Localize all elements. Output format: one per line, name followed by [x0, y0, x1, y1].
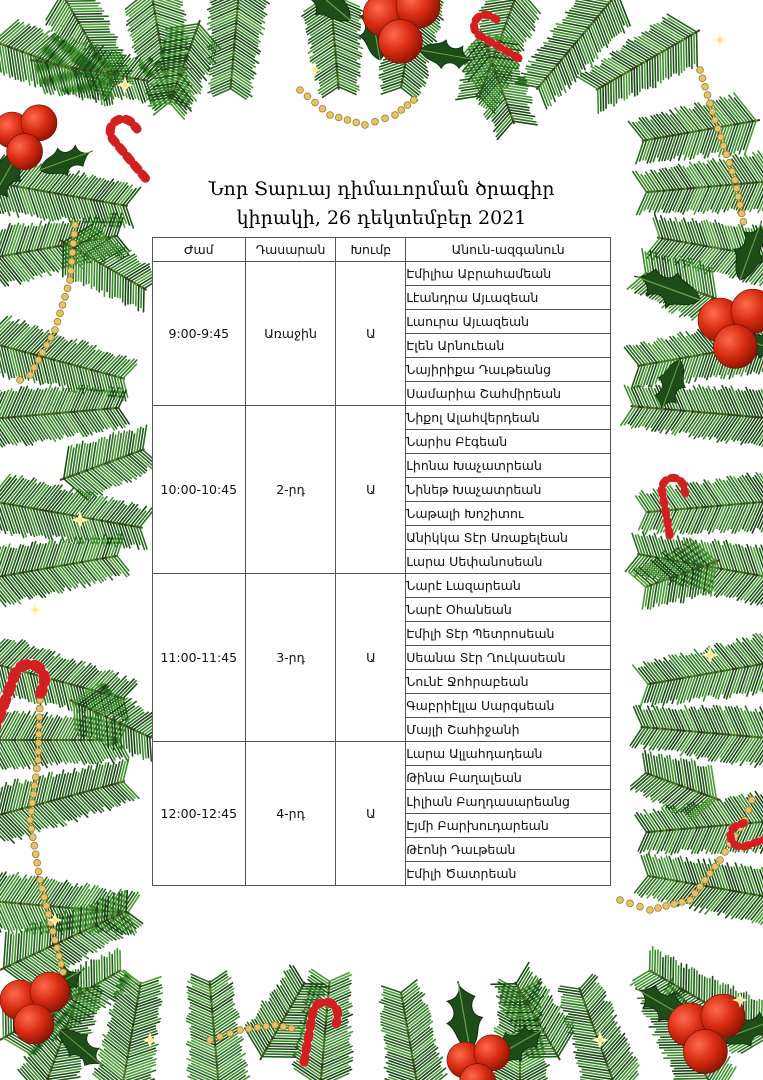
student-name-cell: Նարէ Օհանեան: [406, 598, 611, 622]
schedule-body: [153, 262, 611, 886]
student-name-cell: Էլեն Արնուեան: [406, 334, 611, 358]
student-name-cell: Նարիս Բէգեան: [406, 430, 611, 454]
student-name-cell: Անիկկա Տէր Առաքելեան: [406, 526, 611, 550]
table-row: [153, 742, 611, 766]
table-row: [153, 574, 611, 598]
student-name-cell: Նինեթ Խաչատրեան: [406, 478, 611, 502]
table-header-row: [153, 238, 611, 262]
class-cell: 3-րդ: [245, 574, 336, 742]
group-cell: Ա: [336, 262, 406, 406]
table-row: [153, 406, 611, 430]
student-name-cell: Լէանդրա Այւազեան: [406, 286, 611, 310]
student-name-cell: Թինա Բաղալեան: [406, 766, 611, 790]
student-name-cell: Նաթալի Խոշիտու: [406, 502, 611, 526]
time-cell: 10:00-10:45: [153, 406, 246, 574]
student-name-cell: Էմիլիա Աբրահամեան: [406, 262, 611, 286]
column-header-group: Խումբ: [336, 238, 406, 262]
student-name-cell: Էմիլի Տէր Պետրոսեան: [406, 622, 611, 646]
student-name-cell: Թէոնի Դաւթեան: [406, 838, 611, 862]
group-cell: Ա: [336, 406, 406, 574]
student-name-cell: Լարա Ալլահդադեան: [406, 742, 611, 766]
time-cell: 11:00-11:45: [153, 574, 246, 742]
column-header-class: Դասարան: [245, 238, 336, 262]
column-header-name: Անուն-ազգանուն: [406, 238, 611, 262]
student-name-cell: Գաբրիէլլա Սարգսեան: [406, 694, 611, 718]
student-name-cell: Լաուրա Այւազեան: [406, 310, 611, 334]
schedule-table: [152, 237, 611, 886]
table-row: [153, 262, 611, 286]
student-name-cell: Սամարիա Շահմիրեան: [406, 382, 611, 406]
time-cell: 12:00-12:45: [153, 742, 246, 886]
student-name-cell: Լարա Սեփանոսեան: [406, 550, 611, 574]
student-name-cell: Լիլիան Բաղդասարեանց: [406, 790, 611, 814]
student-name-cell: Սեանա Տէր Ղուկասեան: [406, 646, 611, 670]
page-title: Նոր Տարւայ դիմաւորման ծրագիր: [208, 178, 555, 200]
student-name-cell: Լիոնա Խաչատրեան: [406, 454, 611, 478]
column-header-time: Ժամ: [153, 238, 246, 262]
student-name-cell: Էյմի Բարխուդարեան: [406, 814, 611, 838]
class-cell: 4-րդ: [245, 742, 336, 886]
student-name-cell: Էմիլի Ծատրեան: [406, 862, 611, 886]
student-name-cell: Նարէ Լազարեան: [406, 574, 611, 598]
class-cell: 2-րդ: [245, 406, 336, 574]
class-cell: Առաջին: [245, 262, 336, 406]
student-name-cell: Նիքոլ Ալահվերդեան: [406, 406, 611, 430]
group-cell: Ա: [336, 574, 406, 742]
student-name-cell: Մայլի Շահիջանի: [406, 718, 611, 742]
group-cell: Ա: [336, 742, 406, 886]
page-subtitle: կիրակի, 26 դեկտեմբեր 2021: [236, 207, 527, 229]
time-cell: 9:00-9:45: [153, 262, 246, 406]
student-name-cell: Նունէ Ջոհրաբեան: [406, 670, 611, 694]
student-name-cell: Նայիրիքա Դաւթեանց: [406, 358, 611, 382]
